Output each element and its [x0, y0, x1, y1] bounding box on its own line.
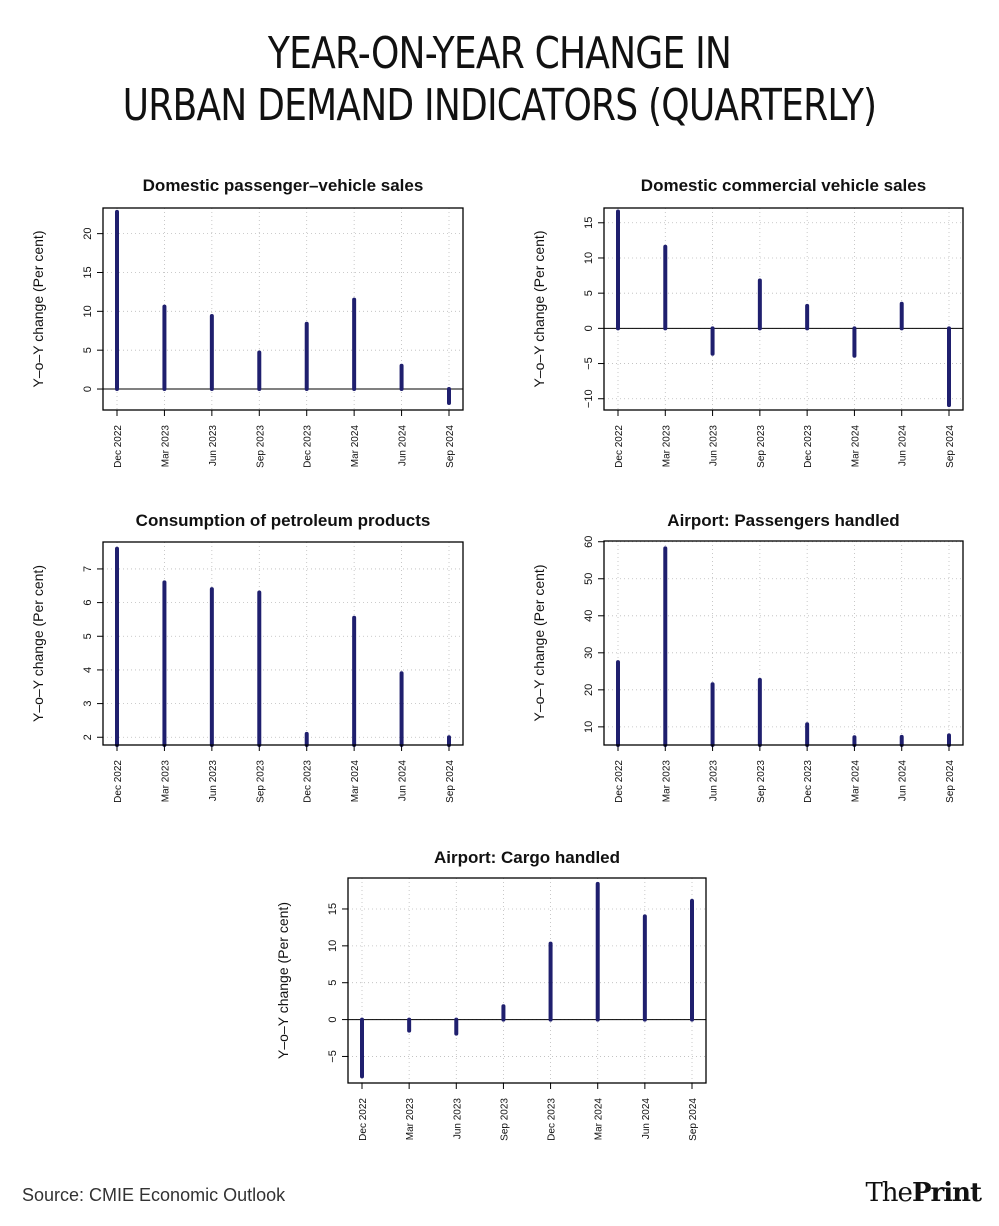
plot-frame: [103, 208, 463, 410]
x-tick-label: Sep 2023: [755, 760, 767, 803]
x-tick-label: Jun 2024: [397, 425, 409, 467]
y-tick-label: 60: [583, 535, 595, 548]
y-tick-label: 0: [327, 1016, 339, 1023]
x-tick-label: Dec 2023: [803, 425, 815, 468]
chart-title: Airport: Cargo handled: [433, 848, 621, 867]
x-tick-label: Mar 2024: [850, 760, 862, 803]
x-tick-label: Jun 2024: [640, 1098, 652, 1140]
x-tick-label: Mar 2023: [661, 425, 673, 468]
chart-title: Domestic passenger–vehicle sales: [142, 176, 424, 195]
chart-title: Airport: Passengers handled: [667, 511, 900, 530]
page-title-line-1: YEAR-ON-YEAR CHANGE IN: [267, 28, 732, 79]
y-axis-label: Y–o–Y change (Per cent): [30, 565, 46, 722]
chart-panel-2: [531, 176, 963, 468]
y-axis-label: Y–o–Y change (Per cent): [275, 902, 291, 1059]
y-tick-label: 0: [583, 325, 595, 332]
x-tick-label: Sep 2024: [945, 425, 956, 468]
brand-logo-print: Print: [911, 1178, 981, 1208]
x-tick-label: Dec 2023: [803, 760, 815, 803]
x-tick-label: Dec 2022: [358, 1098, 369, 1141]
x-tick-label: Dec 2023: [546, 1098, 558, 1141]
x-tick-label: Dec 2023: [302, 425, 314, 468]
x-tick-label: Dec 2022: [614, 425, 625, 468]
x-tick-label: Jun 2023: [207, 760, 219, 802]
x-tick-label: Sep 2023: [755, 425, 767, 468]
y-tick-label: 3: [82, 700, 94, 707]
y-tick-label: 40: [583, 609, 595, 622]
y-tick-label: 5: [82, 633, 94, 640]
x-tick-label: Jun 2024: [397, 760, 409, 802]
x-tick-label: Jun 2023: [708, 425, 720, 467]
y-tick-label: 15: [327, 902, 339, 916]
x-tick-label: Sep 2023: [255, 760, 267, 803]
x-tick-label: Mar 2023: [160, 760, 172, 803]
y-tick-label: 2: [82, 734, 94, 741]
chart-panel-3: [30, 511, 463, 803]
x-tick-label: Sep 2024: [445, 425, 456, 468]
chart-panel-5: [275, 848, 706, 1141]
chart-panel-1: [30, 176, 463, 468]
x-tick-label: Sep 2024: [688, 1098, 699, 1141]
x-tick-label: Sep 2024: [445, 760, 456, 803]
x-tick-label: Dec 2022: [614, 760, 625, 803]
brand-logo-the: The: [865, 1178, 912, 1208]
chart-panel-4: [531, 511, 963, 803]
plot-frame: [604, 208, 963, 410]
x-tick-label: Jun 2023: [708, 760, 720, 802]
y-tick-label: 10: [327, 939, 339, 952]
y-tick-label: 0: [82, 385, 94, 393]
page-title-line-2: URBAN DEMAND INDICATORS (QUARTERLY): [122, 80, 877, 131]
y-tick-label: 15: [82, 266, 94, 279]
x-tick-label: Mar 2023: [405, 1098, 417, 1141]
x-tick-label: Jun 2024: [897, 425, 909, 467]
y-axis-label: Y–o–Y change (Per cent): [531, 564, 547, 722]
plot-frame: [103, 542, 463, 745]
y-tick-label: 7: [82, 565, 94, 572]
y-tick-label: 5: [583, 290, 595, 297]
plot-frame: [604, 541, 963, 745]
y-tick-label: 10: [583, 720, 595, 733]
chart-title: Domestic commercial vehicle sales: [640, 176, 927, 195]
x-tick-label: Dec 2022: [113, 760, 124, 803]
y-tick-label: −10: [583, 389, 595, 409]
y-tick-label: 10: [82, 305, 94, 318]
x-tick-label: Dec 2023: [302, 760, 314, 803]
x-tick-label: Jun 2023: [207, 425, 219, 467]
x-tick-label: Dec 2022: [113, 425, 124, 468]
y-tick-label: 10: [583, 251, 595, 265]
x-tick-label: Sep 2024: [945, 760, 956, 803]
x-tick-label: Jun 2023: [452, 1098, 464, 1140]
chart-title: Consumption of petroleum products: [135, 511, 431, 530]
x-tick-label: Sep 2023: [255, 425, 267, 468]
y-tick-label: −5: [327, 1050, 339, 1063]
x-tick-label: Mar 2024: [850, 425, 862, 468]
y-tick-label: 20: [82, 227, 94, 240]
x-tick-label: Mar 2024: [350, 760, 362, 803]
x-tick-label: Mar 2024: [593, 1098, 605, 1141]
x-tick-label: Mar 2023: [661, 760, 673, 803]
y-tick-label: 4: [82, 666, 94, 673]
y-tick-label: 5: [82, 347, 94, 354]
x-tick-label: Jun 2024: [897, 760, 909, 802]
x-tick-label: Mar 2024: [350, 425, 362, 468]
y-tick-label: 15: [583, 216, 595, 229]
y-tick-label: −5: [583, 357, 595, 370]
y-tick-label: 30: [583, 646, 595, 659]
y-tick-label: 50: [583, 572, 595, 585]
y-axis-label: Y–o–Y change (Per cent): [531, 230, 547, 388]
x-tick-label: Sep 2023: [499, 1098, 511, 1141]
y-tick-label: 6: [82, 599, 94, 606]
x-tick-label: Mar 2023: [160, 425, 172, 468]
y-tick-label: 5: [327, 979, 339, 986]
brand-logo: [865, 1178, 981, 1208]
y-tick-label: 20: [583, 683, 595, 696]
source-note: Source: CMIE Economic Outlook: [22, 1185, 286, 1205]
y-axis-label: Y–o–Y change (Per cent): [30, 230, 46, 388]
